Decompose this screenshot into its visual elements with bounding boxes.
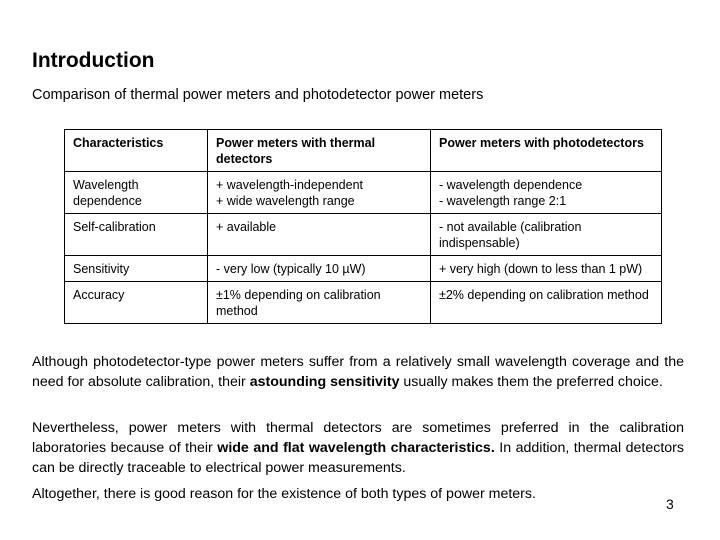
paragraph-thermal [32,418,684,478]
table-row [65,214,662,256]
emphasis-wavelength: wide and flat wavelength characteristics. [217,440,495,456]
cell-photo-wavelength: - wavelength dependence - wavelength range 2:1 [431,172,662,214]
paragraph-photodetector [32,352,684,392]
paragraph-text: usually makes them the preferred choice. [399,374,663,390]
cell-photo-sensitivity: + very high (down to less than 1 pW) [431,256,662,282]
comparison-table [64,129,662,324]
page-subtitle: Comparison of thermal power meters and photodetector power meters [32,87,484,103]
header-cell-photodetector: Power meters with photodetectors [431,130,662,172]
cell-thermal-self-calibration: + available [208,214,431,256]
paragraph-conclusion: Altogether, there is good reason for the existence of both types of power meters. [32,486,536,502]
table-row [65,172,662,214]
table-row [65,256,662,282]
cell-thermal-wavelength: + wavelength-independent + wide wavelength range [208,172,431,214]
cell-thermal-sensitivity: - very low (typically 10 µW) [208,256,431,282]
header-cell-characteristics: Characteristics [65,130,208,172]
table-header-row [65,130,662,172]
emphasis-sensitivity: astounding sensitivity [249,374,400,390]
header-cell-thermal: Power meters with thermal detectors [208,130,431,172]
cell-thermal-accuracy: ±1% depending on calibration method [208,282,431,324]
row-label-wavelength: Wavelength dependence [65,172,208,214]
row-label-sensitivity: Sensitivity [65,256,208,282]
cell-photo-self-calibration: - not available (calibration indispensable) [431,214,662,256]
row-label-accuracy: Accuracy [65,282,208,324]
paragraph-text: In addition, thermal detectors can be directly traceable to electrical power measurements. [32,440,684,476]
row-label-self-calibration: Self-calibration [65,214,208,256]
cell-photo-accuracy: ±2% depending on calibration method [431,282,662,324]
page-number: 3 [666,496,674,512]
paragraph-text: Although photodetector-type power meters suffer from a relatively small wavelength coverage and the need for absolute calibration, their [32,354,684,390]
page-title: Introduction [32,49,155,72]
table-row [65,282,662,324]
paragraph-text: Nevertheless, power meters with thermal detectors are sometimes preferred in the calibration laboratories because of their [32,420,684,456]
